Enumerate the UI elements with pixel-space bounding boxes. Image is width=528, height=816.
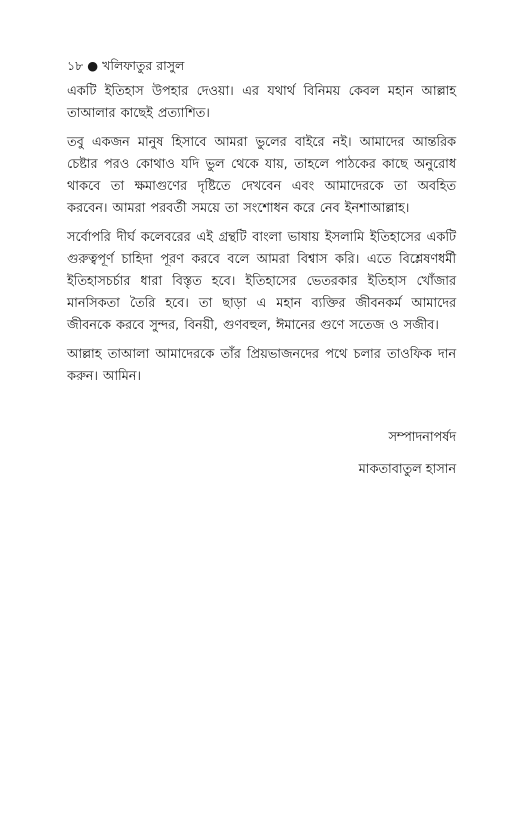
paragraph-2: তবু একজন মানুষ হিসাবে আমরা ভুলের বাইরে নই। আমাদের আন্তরিক চেষ্টার পরও কোথাও যদি ভুল থেকে যায়, তাহলে পাঠকের কাছে অনুরোধ থাকবে তা ক্ষমাগুণের দৃষ্টিতে দেখবেন এবং আমাদেরকে তা অবহিত করবেন। আমরা পরবর্তী সময়ে তা সংশোধন করে নেব ইনশাআল্লাহ। [67,135,456,216]
body-text [67,81,456,395]
paragraph-4: আল্লাহ তাআলা আমাদেরকে তাঁর প্রিয়ভাজনদের পথে চলার তাওফিক দান করুন। আমিন। [67,347,456,384]
bullet-separator: ● [87,58,99,73]
running-head [67,58,184,74]
book-title: খলিফাতুর রাসুল [102,58,185,73]
signature-editorial-board: সম্পাদনাপর্ষদ [388,430,456,445]
page-number: ১৮ [67,58,84,73]
paragraph-3: সর্বোপরি দীর্ঘ কলেবরের এই গ্রন্থটি বাংলা ভাষায় ইসলামি ইতিহাসের একটি গুরুত্বপূর্ণ চাহিদা পূরণ করবে বলে আমরা বিশ্বাস করি। এতে বিশ্লেষণধর্মী ইতিহাসচর্চার ধারা বিস্তৃত হবে। ইতিহাসের ভেতরকার ইতিহাস খোঁজার মানসিকতা তৈরি হবে। তা ছাড়া এ মহান ব্যক্তির জীবনকর্ম আমাদের জীবনকে করবে সুন্দর, বিনয়ী, গুণবহুল, ঈমানের গুণে সতেজ ও সজীব। [67,230,456,333]
paragraph-1: একটি ইতিহাস উপহার দেওয়া। এর যথার্থ বিনিময় কেবল মহান আল্লাহ তাআলার কাছেই প্রত্যাশিত। [67,84,456,121]
signature-block [359,427,456,481]
book-page [67,0,456,816]
signature-publisher: মাকতাবাতুল হাসান [358,462,456,477]
